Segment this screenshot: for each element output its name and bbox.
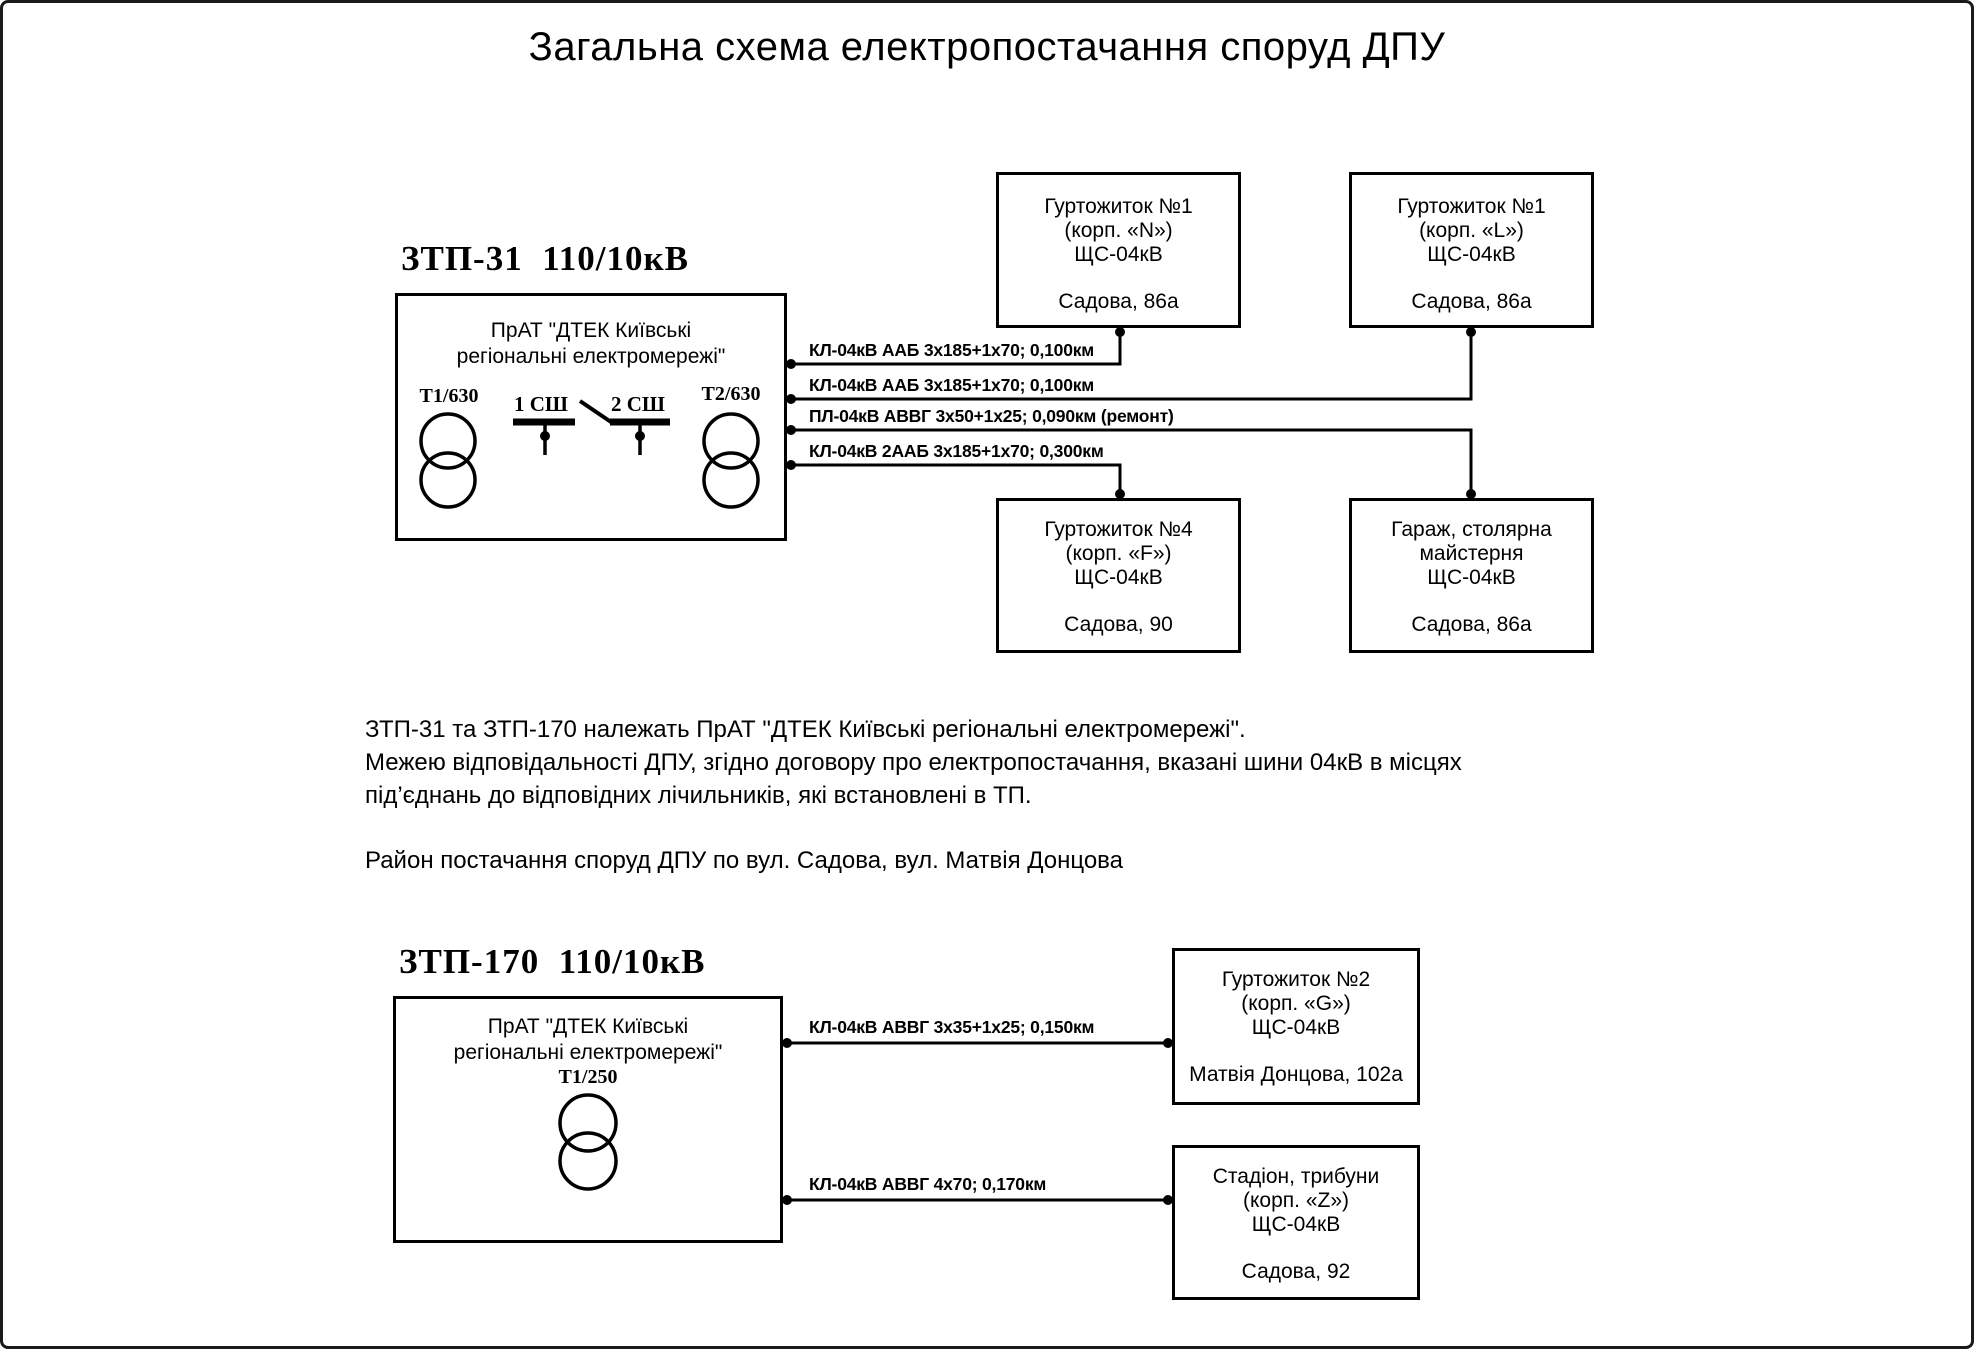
feeder-line-garage	[789, 430, 1471, 496]
cable-label-g2: КЛ-04кВ АВВГ 3х35+1х25; 0,150км	[809, 1017, 1095, 1037]
consumer-address: Матвія Донцова, 102а	[1189, 1063, 1403, 1086]
transformer-t1-250-label: Т1/250	[558, 1066, 618, 1088]
page-title: Загальна схема електропостачання споруд ДПУ	[528, 25, 1446, 69]
consumer-name: Гуртожиток №1	[1044, 195, 1193, 218]
transformer-t2-label: Т2/630	[701, 383, 761, 405]
consumer-address: Садова, 90	[1064, 613, 1173, 636]
notes-block	[365, 713, 1605, 877]
ztp31-owner-line2: регіональні електромережі"	[456, 345, 726, 368]
consumer-name: Гараж, столярна	[1391, 518, 1552, 541]
ztp170-box	[393, 996, 783, 1243]
cable-label-f: КЛ-04кВ 2ААБ 3х185+1х70; 0,300км	[809, 441, 1104, 461]
consumer-name: Гуртожиток №2	[1221, 968, 1371, 991]
schematic-wires	[3, 3, 1974, 1349]
consumer-box-dorm2-g	[1172, 948, 1420, 1105]
busbar-2-label: 2 СШ	[611, 392, 665, 416]
note-line-3: під’єднань до відповідних лічильників, які встановлені в ТП.	[365, 782, 1032, 809]
consumer-box-dorm1-n	[996, 172, 1241, 328]
ztp31-owner	[398, 296, 784, 370]
ztp31-box	[395, 293, 787, 541]
consumer-panel: ЩС-04кВ	[1427, 243, 1516, 266]
note-line-2: Межею відповідальності ДПУ, згідно договору про електропостачання, вказані шини 04кВ в місцях	[365, 749, 1462, 776]
consumer-corpus: (корп. «G»)	[1241, 992, 1351, 1015]
consumer-address: Садова, 92	[1241, 1260, 1351, 1283]
consumer-corpus: (корп. «N»)	[1064, 219, 1173, 242]
cable-label-l: КЛ-04кВ ААБ 3х185+1х70; 0,100км	[809, 375, 1095, 395]
consumer-panel: ЩС-04кВ	[1251, 1213, 1341, 1236]
cable-label-z: КЛ-04кВ АВВГ 4х70; 0,170км	[809, 1174, 1047, 1194]
consumer-address: Садова, 86а	[1058, 290, 1179, 313]
consumer-name: Гуртожиток №1	[1397, 195, 1546, 218]
consumer-panel: ЩС-04кВ	[1427, 566, 1516, 589]
consumer-panel: ЩС-04кВ	[1074, 243, 1163, 266]
feeder-line-f	[789, 465, 1120, 496]
consumer-panel: ЩС-04кВ	[1251, 1016, 1341, 1039]
ztp31-owner-line1: ПрАТ "ДТЕК Київські	[490, 319, 692, 342]
consumer-corpus: (корп. «F»)	[1065, 542, 1172, 565]
transformer-t1-label: Т1/630	[419, 385, 479, 407]
cable-label-garage: ПЛ-04кВ АВВГ 3х50+1х25; 0,090км (ремонт)	[809, 406, 1174, 426]
ztp170-owner	[396, 999, 780, 1066]
consumer-address: Садова, 86а	[1411, 290, 1532, 313]
consumer-name: Гуртожиток №4	[1044, 518, 1193, 541]
consumer-corpus: (корп. «Z»)	[1243, 1189, 1349, 1212]
note-line-4: Район постачання споруд ДПУ по вул. Садова, вул. Матвія Донцова	[365, 847, 1124, 874]
consumer-corpus: (корп. «L»)	[1419, 219, 1524, 242]
consumer-panel: ЩС-04кВ	[1074, 566, 1163, 589]
ztp170-owner-line1: ПрАТ "ДТЕК Київські	[487, 1015, 689, 1038]
consumer-box-stadium-z	[1172, 1145, 1420, 1300]
consumer-name2: майстерня	[1419, 542, 1524, 565]
consumer-box-garage	[1349, 498, 1594, 653]
consumer-box-dorm4-f	[996, 498, 1241, 653]
ztp170-title: ЗТП-170 110/10кВ	[399, 942, 706, 981]
consumer-box-dorm1-l	[1349, 172, 1594, 328]
note-line-1: ЗТП-31 та ЗТП-170 належать ПрАТ "ДТЕК Київські регіональні електромережі".	[365, 716, 1246, 743]
ztp170-owner-line2: регіональні електромережі"	[453, 1041, 723, 1064]
ztp31-title: ЗТП-31 110/10кВ	[401, 239, 690, 278]
consumer-name: Стадіон, трибуни	[1212, 1165, 1380, 1188]
consumer-address: Садова, 86а	[1411, 613, 1532, 636]
cable-label-n: КЛ-04кВ ААБ 3х185+1х70; 0,100км	[809, 340, 1095, 360]
busbar-1-label: 1 СШ	[514, 392, 568, 416]
